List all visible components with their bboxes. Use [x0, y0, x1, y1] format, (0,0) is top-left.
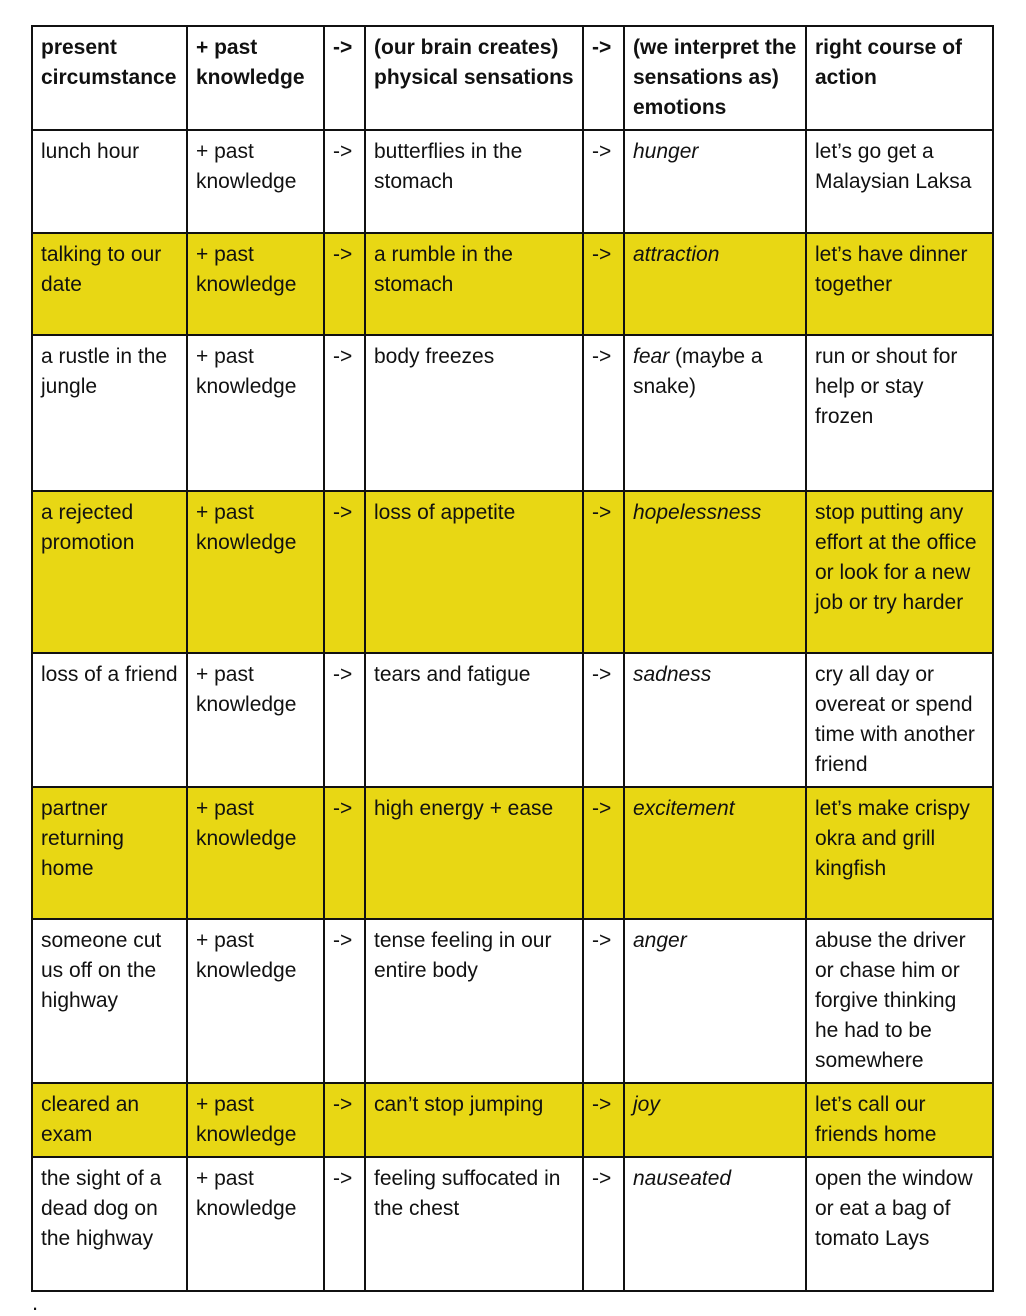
arrow-cell: -> — [583, 130, 624, 233]
circumstance-cell: talking to our date — [32, 233, 187, 335]
action-cell: let’s have dinner together — [806, 233, 993, 335]
header-circumstance: present circumstance — [32, 26, 187, 130]
arrow-cell: -> — [324, 233, 365, 335]
action-cell: open the window or eat a bag of tomato Lays — [806, 1157, 993, 1291]
emotion-cell — [624, 491, 806, 653]
arrow-cell: -> — [583, 919, 624, 1083]
emotion-word: attraction — [633, 243, 720, 266]
knowledge-cell: + past knowledge — [187, 491, 324, 653]
table-row — [32, 1083, 993, 1157]
circumstance-cell: a rustle in the jungle — [32, 335, 187, 491]
emotion-word: excitement — [633, 797, 735, 820]
circumstance-cell: partner returning home — [32, 787, 187, 919]
action-cell: let’s make crispy okra and grill kingfish — [806, 787, 993, 919]
emotion-cell — [624, 653, 806, 787]
trailing-mark: . — [32, 1290, 39, 1315]
sensation-cell: body freezes — [365, 335, 583, 491]
emotion-table — [31, 25, 994, 1292]
arrow-cell: -> — [583, 1083, 624, 1157]
emotion-word: joy — [633, 1093, 660, 1116]
sensation-cell: feeling suffocated in the chest — [365, 1157, 583, 1291]
header-arrow: -> — [324, 26, 365, 130]
emotion-cell — [624, 919, 806, 1083]
circumstance-cell: the sight of a dead dog on the highway — [32, 1157, 187, 1291]
sensation-cell: can’t stop jumping — [365, 1083, 583, 1157]
arrow-cell: -> — [324, 335, 365, 491]
circumstance-cell: a rejected promotion — [32, 491, 187, 653]
emotion-note: (maybe a snake) — [633, 345, 763, 398]
emotion-cell — [624, 1083, 806, 1157]
emotion-word: anger — [633, 929, 687, 952]
sensation-cell: high energy + ease — [365, 787, 583, 919]
arrow-cell: -> — [324, 130, 365, 233]
action-cell: run or shout for help or stay frozen — [806, 335, 993, 491]
header-emotion: (we interpret the sensations as) emotions — [624, 26, 806, 130]
header-row — [32, 26, 993, 130]
table-row — [32, 233, 993, 335]
knowledge-cell: + past knowledge — [187, 335, 324, 491]
emotion-word: fear — [633, 345, 670, 368]
header-arrow: -> — [583, 26, 624, 130]
emotion-word: nauseated — [633, 1167, 732, 1190]
arrow-cell: -> — [583, 653, 624, 787]
arrow-cell: -> — [324, 491, 365, 653]
emotion-cell — [624, 130, 806, 233]
arrow-cell: -> — [324, 653, 365, 787]
table-row — [32, 919, 993, 1083]
emotion-cell — [624, 233, 806, 335]
action-cell: let’s call our friends home — [806, 1083, 993, 1157]
circumstance-cell: someone cut us off on the highway — [32, 919, 187, 1083]
sensation-cell: loss of appetite — [365, 491, 583, 653]
table-row — [32, 130, 993, 233]
emotion-cell — [624, 1157, 806, 1291]
sensation-cell: tense feeling in our entire body — [365, 919, 583, 1083]
table-row — [32, 491, 993, 653]
header-knowledge: + past knowledge — [187, 26, 324, 130]
circumstance-cell: cleared an exam — [32, 1083, 187, 1157]
knowledge-cell: + past knowledge — [187, 130, 324, 233]
table-row — [32, 787, 993, 919]
emotion-word: hopelessness — [633, 501, 762, 524]
arrow-cell: -> — [324, 1157, 365, 1291]
table-row — [32, 1157, 993, 1291]
arrow-cell: -> — [324, 919, 365, 1083]
arrow-cell: -> — [583, 491, 624, 653]
sensation-cell: a rumble in the stomach — [365, 233, 583, 335]
knowledge-cell: + past knowledge — [187, 653, 324, 787]
sensation-cell: butterflies in the stomach — [365, 130, 583, 233]
arrow-cell: -> — [324, 787, 365, 919]
knowledge-cell: + past knowledge — [187, 787, 324, 919]
knowledge-cell: + past knowledge — [187, 1083, 324, 1157]
table-row — [32, 335, 993, 491]
arrow-cell: -> — [583, 1157, 624, 1291]
header-action: right course of action — [806, 26, 993, 130]
circumstance-cell: loss of a friend — [32, 653, 187, 787]
circumstance-cell: lunch hour — [32, 130, 187, 233]
emotion-word: hunger — [633, 140, 699, 163]
emotion-word: sadness — [633, 663, 712, 686]
action-cell: let’s go get a Malaysian Laksa — [806, 130, 993, 233]
sensation-cell: tears and fatigue — [365, 653, 583, 787]
action-cell: cry all day or overeat or spend time with another friend — [806, 653, 993, 787]
knowledge-cell: + past knowledge — [187, 919, 324, 1083]
knowledge-cell: + past knowledge — [187, 1157, 324, 1291]
arrow-cell: -> — [583, 787, 624, 919]
header-sensation: (our brain creates) physical sensations — [365, 26, 583, 130]
arrow-cell: -> — [324, 1083, 365, 1157]
knowledge-cell: + past knowledge — [187, 233, 324, 335]
action-cell: abuse the driver or chase him or forgive thinking he had to be somewhere — [806, 919, 993, 1083]
emotion-cell — [624, 335, 806, 491]
arrow-cell: -> — [583, 233, 624, 335]
table-row — [32, 653, 993, 787]
action-cell: stop putting any effort at the office or look for a new job or try harder — [806, 491, 993, 653]
emotion-cell — [624, 787, 806, 919]
arrow-cell: -> — [583, 335, 624, 491]
